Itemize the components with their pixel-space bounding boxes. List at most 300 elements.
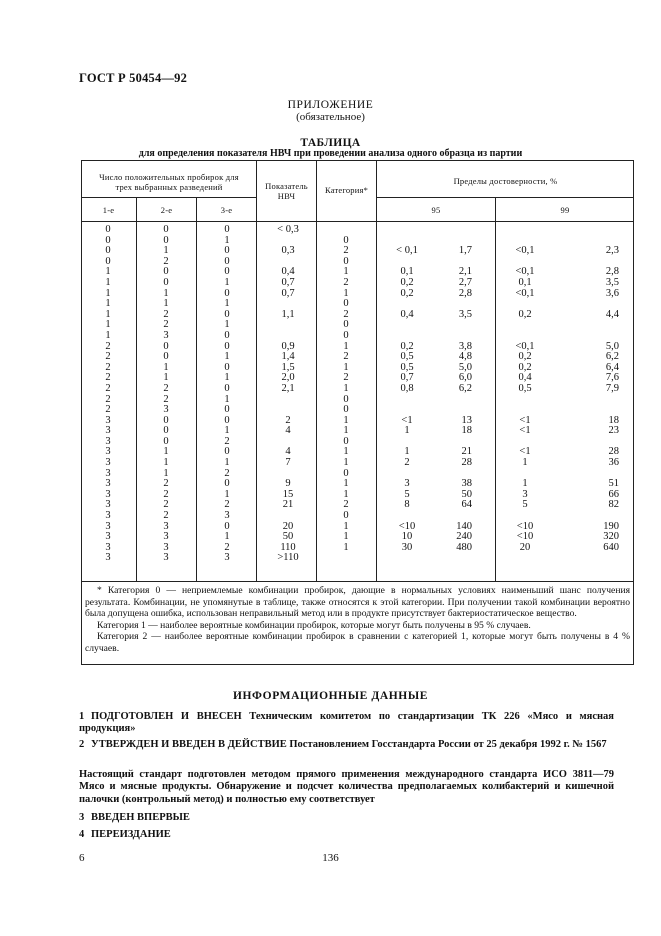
table-cell-u99: 28 — [608, 446, 619, 458]
table-cell-d3: 1 — [224, 531, 230, 543]
table-cell-d3: 0 — [224, 308, 230, 320]
table-cell-d1: 1 — [105, 276, 111, 288]
table-cell-d1: 2 — [105, 340, 111, 352]
table-cell-mpn: >110 — [277, 552, 299, 564]
table-cell-mpn: 1,1 — [281, 308, 295, 320]
table-cell-cat: 0 — [343, 510, 349, 522]
table-cell-u99: 2,8 — [605, 266, 619, 278]
table-cell-l99: 1 — [522, 478, 528, 490]
footnote-category-1: Категория 1 — наиболее вероятные комбинации пробирок, которые могут быть получены в 95 % случаев. — [97, 619, 531, 631]
table-cell-cat: 0 — [343, 329, 349, 341]
column-dilution-1 — [96, 225, 120, 564]
table-cell-l99: 0,4 — [518, 372, 532, 384]
table-cell-d1: 0 — [105, 245, 111, 257]
table-cell-u99: 4,4 — [605, 308, 619, 320]
table-cell-cat: 2 — [343, 276, 349, 288]
table-cell-d1: 3 — [105, 488, 111, 500]
table-cell-u99: 3,5 — [605, 276, 619, 288]
table-cell-l95: 2 — [404, 457, 410, 469]
table-cell-mpn: 0,9 — [281, 340, 295, 352]
table-cell-d2: 0 — [163, 340, 169, 352]
table-cell-d2: 2 — [163, 488, 169, 500]
table-cell-cat: 1 — [343, 414, 349, 426]
table-cell-d1: 2 — [105, 393, 111, 405]
table-cell-d2: 2 — [163, 319, 169, 331]
header-positive-tubes-line2: трех выбранных разведений — [115, 182, 223, 192]
table-cell-u95 — [440, 331, 472, 342]
info-item-3 — [79, 812, 614, 824]
footnote-category-0: * Категория 0 — неприемлемые комбинации пробирок, дающие в нормальных условиях наименьший шанс получения результата. Комбинации, не упомянутые в таблице, также относятся к этой категории. При получении такой комбинации вероятно была допущена ошибка, использован неправильный метод или в продукте присутствует бактериостатическое вещество. — [85, 585, 630, 619]
table-cell-u95: 21 — [461, 446, 472, 458]
table-cell-u99: 5,0 — [605, 340, 619, 352]
table-cell-l99: <1 — [519, 425, 531, 437]
table-cell-l95: <10 — [398, 520, 416, 532]
table-cell-l99: <0,1 — [515, 340, 535, 352]
table-cell-l95: 0,4 — [400, 308, 414, 320]
table-cell-d1: 1 — [105, 329, 111, 341]
table-cell-mpn — [267, 320, 309, 331]
table-cell-d3: 2 — [224, 499, 230, 511]
table-cell-d3: 0 — [224, 446, 230, 458]
table-cell-d1: 1 — [105, 308, 111, 320]
table-cell-cat: 0 — [343, 298, 349, 310]
info-item-1-text: ПОДГОТОВЛЕН И ВНЕСЕН Техническим комитетом по стандартизации ТК 226 «Мясо и мясная продукция» — [79, 711, 614, 735]
table-cell-d3: 3 — [224, 510, 230, 522]
table-cell-u99: 18 — [608, 414, 619, 426]
column-category — [334, 225, 358, 564]
table-cell-l99 — [509, 320, 541, 331]
table-cell-d1: 3 — [105, 425, 111, 437]
table-cell-l99: <0,1 — [515, 287, 535, 299]
header-dilution-2: 2-е — [160, 205, 173, 215]
table-cell-l95 — [388, 225, 426, 236]
info-item-2-number: 2 — [79, 739, 85, 750]
table-cell-l95: 0,2 — [400, 340, 414, 352]
column-dilution-2 — [154, 225, 178, 564]
table-cell-d2: 0 — [163, 224, 169, 235]
table-cell-d3: 1 — [224, 319, 230, 331]
table-cell-l99: <10 — [516, 531, 534, 543]
table-cell-l95: 0,1 — [400, 266, 414, 278]
table-cell-l95: 30 — [401, 541, 413, 553]
table-cell-u95: 64 — [461, 499, 472, 511]
info-item-2-text: УТВЕРЖДЕН И ВВЕДЕН В ДЕЙСТВИЕ Постановлением Госстандарта России от 25 декабря 1992 г. № 1567 — [91, 739, 607, 750]
table-cell-u95: 5,0 — [458, 361, 472, 373]
table-cell-d1: 0 — [105, 234, 111, 246]
table-rule-v3 — [256, 160, 257, 581]
table-cell-d3: 0 — [224, 340, 230, 352]
table-cell-d2: 1 — [163, 372, 169, 384]
table-cell-u99 — [584, 395, 619, 406]
table-cell-l99: 20 — [519, 541, 531, 553]
column-dilution-3 — [215, 225, 239, 564]
table-cell-mpn: 4 — [285, 446, 291, 458]
table-cell-cat: 0 — [343, 319, 349, 331]
table-cell-d3: 1 — [224, 276, 230, 288]
table-cell-cat: 1 — [343, 382, 349, 394]
table-cell-l95: 0,2 — [400, 276, 414, 288]
table-cell-l99 — [509, 553, 541, 564]
standard-note-text: Настоящий стандарт подготовлен методом прямого применения международного стандарта ИСО 3811—79 Мясо и мясные продукты. Обнаружение и подсчет количества предполагаемых колибактерий и кишечной палочки (контрольный метод) и полностью ему соответствует — [79, 769, 614, 805]
table-cell-u99: 7,9 — [605, 382, 619, 394]
table-cell-u95: 2,8 — [458, 287, 472, 299]
table-cell-u99: 36 — [608, 457, 619, 469]
table-cell-d2: 3 — [163, 531, 169, 543]
table-cell-l99: 0,2 — [518, 351, 532, 363]
table-cell-d3: 0 — [224, 361, 230, 373]
header-mpn-line1: Показатель — [265, 181, 308, 191]
table-subtitle: для определения показателя НВЧ при проведении анализа одного образца из партии — [138, 148, 523, 159]
table-cell-u95: 2,7 — [458, 276, 472, 288]
header-dilution-1: 1-е — [102, 205, 115, 215]
table-cell-d3: 1 — [224, 372, 230, 384]
table-cell-d3: 1 — [224, 457, 230, 469]
table-cell-u95 — [440, 225, 472, 236]
column-lower-99 — [509, 225, 541, 564]
table-cell-d3: 2 — [224, 541, 230, 553]
header-confidence: Пределы достоверности, % — [453, 176, 558, 186]
table-cell-d2: 1 — [163, 298, 169, 310]
table-cell-d3: 0 — [224, 245, 230, 257]
table-rule-h2 — [376, 197, 634, 198]
table-cell-d2: 2 — [163, 478, 169, 490]
table-cell-l95: 3 — [404, 478, 410, 490]
table-cell-cat: 0 — [343, 467, 349, 479]
table-cell-d3: 1 — [224, 488, 230, 500]
table-cell-u95: 1,7 — [458, 245, 472, 257]
table-cell-cat: 1 — [343, 287, 349, 299]
table-title: ТАБЛИЦА — [300, 137, 361, 149]
table-cell-mpn — [267, 395, 309, 406]
table-cell-mpn: 2 — [285, 414, 291, 426]
header-positive-tubes — [84, 172, 254, 192]
table-cell-l99: 0,2 — [518, 308, 532, 320]
table-cell-d3: 1 — [224, 298, 230, 310]
table-cell-l95: 0,8 — [400, 382, 414, 394]
table-cell-cat: 0 — [343, 404, 349, 416]
table-rule-v5 — [376, 160, 377, 581]
header-confidence-95: 95 — [431, 205, 441, 215]
table-cell-cat: 1 — [343, 266, 349, 278]
table-cell-u95: 4,8 — [458, 351, 472, 363]
table-cell-d2: 3 — [163, 329, 169, 341]
appendix-title: ПРИЛОЖЕНИЕ — [287, 99, 374, 111]
page-number-left: 6 — [79, 852, 85, 864]
table-cell-d3: 0 — [224, 266, 230, 278]
table-rule-v2 — [196, 197, 197, 581]
table-cell-u99: 3,6 — [605, 287, 619, 299]
table-cell-u95: 18 — [461, 425, 472, 437]
table-cell-d2: 2 — [163, 510, 169, 522]
table-cell-d3: 0 — [224, 287, 230, 299]
table-rule-v4 — [316, 160, 317, 581]
table-cell-u99: 23 — [608, 425, 619, 437]
table-rule-h1 — [81, 197, 256, 198]
table-cell-cat: 1 — [343, 531, 349, 543]
table-cell-l95: 5 — [404, 488, 410, 500]
table-cell-cat — [334, 225, 358, 236]
table-cell-d3: 0 — [224, 224, 230, 235]
table-cell-d3: 3 — [224, 552, 230, 564]
table-cell-mpn: 9 — [285, 478, 291, 490]
info-item-4 — [79, 829, 614, 841]
table-cell-d1: 3 — [105, 552, 111, 564]
table-cell-d2: 0 — [163, 414, 169, 426]
table-cell-u99: 51 — [608, 478, 619, 490]
table-cell-cat: 2 — [343, 351, 349, 363]
column-lower-95 — [388, 225, 426, 564]
table-cell-u99 — [584, 225, 619, 236]
header-mpn-line2: НВЧ — [277, 191, 296, 201]
table-cell-l99 — [509, 331, 541, 342]
table-cell-d2: 2 — [163, 308, 169, 320]
table-cell-l95: 0,5 — [400, 361, 414, 373]
table-cell-mpn: 1,4 — [281, 351, 295, 363]
table-cell-l99: <0,1 — [515, 266, 535, 278]
table-cell-cat: 2 — [343, 245, 349, 257]
table-cell-l99: 3 — [522, 488, 528, 500]
table-cell-u95: 2,1 — [458, 266, 472, 278]
table-cell-l95: 10 — [401, 531, 413, 543]
table-cell-u99 — [584, 553, 619, 564]
table-cell-mpn: < 0,3 — [277, 224, 299, 235]
table-cell-d2: 3 — [163, 552, 169, 564]
table-cell-d3: 0 — [224, 404, 230, 416]
table-cell-u99 — [584, 320, 619, 331]
table-cell-d1: 1 — [105, 287, 111, 299]
table-cell-l95: 8 — [404, 499, 410, 511]
table-cell-l99: 1 — [522, 457, 528, 469]
table-cell-cat: 1 — [343, 340, 349, 352]
header-category: Категория* — [324, 185, 369, 195]
table-cell-d1: 2 — [105, 351, 111, 363]
table-cell-d1: 1 — [105, 319, 111, 331]
column-upper-99 — [584, 225, 619, 564]
table-cell-l99 — [509, 225, 541, 236]
table-cell-d3: 1 — [224, 351, 230, 363]
table-cell-u95: 28 — [461, 457, 472, 469]
table-cell-l99: <1 — [519, 446, 531, 458]
table-cell-u95: 3,5 — [458, 308, 472, 320]
table-cell-d2: 2 — [163, 393, 169, 405]
table-cell-l95: 1 — [404, 425, 410, 437]
table-cell-l95 — [388, 553, 426, 564]
table-cell-mpn: 7 — [285, 457, 291, 469]
table-cell-u95 — [440, 395, 472, 406]
table-cell-l95: 1 — [404, 446, 410, 458]
table-cell-cat: 1 — [343, 541, 349, 553]
info-item-4-text: ПЕРЕИЗДАНИЕ — [91, 829, 171, 840]
table-cell-d1: 1 — [105, 298, 111, 310]
info-item-2 — [79, 739, 614, 751]
table-rule-h3 — [81, 221, 634, 222]
table-cell-mpn: 15 — [282, 488, 294, 500]
table-cell-u95: 3,8 — [458, 340, 472, 352]
standard-note — [79, 769, 614, 806]
header-mpn — [257, 181, 316, 201]
table-cell-l95 — [388, 395, 426, 406]
footnote-category-2: Категория 2 — наиболее вероятные комбинации пробирок в сравнении с категорией 1, которые могут быть получены в 4 % случаев. — [85, 631, 630, 654]
table-cell-u95: 6,0 — [458, 372, 472, 384]
table-cell-u95: 13 — [461, 414, 472, 426]
table-cell-d1: 3 — [105, 414, 111, 426]
table-cell-u95: 240 — [456, 531, 472, 543]
table-cell-l95: 0,7 — [400, 372, 414, 384]
table-cell-mpn: 0,3 — [281, 245, 295, 257]
table-cell-d1: 3 — [105, 541, 111, 553]
table-cell-d1: 2 — [105, 361, 111, 373]
table-cell-l95: 0,5 — [400, 351, 414, 363]
table-cell-d1: 3 — [105, 435, 111, 447]
table-cell-d3: 1 — [224, 425, 230, 437]
table-cell-u95: 50 — [461, 488, 472, 500]
table-cell-mpn: 0,7 — [281, 287, 295, 299]
table-cell-d2: 0 — [163, 234, 169, 246]
info-item-4-number: 4 — [79, 829, 85, 840]
table-cell-d2: 1 — [163, 245, 169, 257]
table-cell-d1: 3 — [105, 457, 111, 469]
table-cell-d1: 3 — [105, 446, 111, 458]
table-cell-d2: 2 — [163, 382, 169, 394]
column-mpn — [267, 225, 309, 564]
table-cell-cat: 0 — [343, 435, 349, 447]
info-title: ИНФОРМАЦИОННЫЕ ДАННЫЕ — [232, 690, 429, 702]
table-cell-u95 — [440, 320, 472, 331]
table-cell-u99: 320 — [603, 531, 619, 543]
table-cell-d1: 3 — [105, 510, 111, 522]
table-cell-u99 — [584, 331, 619, 342]
table-cell-mpn: 2,1 — [281, 382, 295, 394]
table-cell-d2: 1 — [163, 287, 169, 299]
table-cell-d1: 3 — [105, 478, 111, 490]
table-cell-d3: 0 — [224, 478, 230, 490]
table-cell-cat: 0 — [343, 234, 349, 246]
table-cell-u99: 640 — [603, 541, 619, 553]
table-cell-l95: <1 — [401, 414, 413, 426]
table-cell-l99: 5 — [522, 499, 528, 511]
table-cell-u95: 6,2 — [458, 382, 472, 394]
table-cell-d1: 3 — [105, 520, 111, 532]
table-cell-mpn: 0,4 — [281, 266, 295, 278]
table-cell-u95 — [440, 553, 472, 564]
table-cell-l99: <1 — [519, 414, 531, 426]
table-cell-cat: 2 — [343, 308, 349, 320]
table-cell-mpn: 4 — [285, 425, 291, 437]
table-cell-mpn — [267, 331, 309, 342]
table-cell-d2: 0 — [163, 425, 169, 437]
table-cell-mpn: 20 — [282, 520, 294, 532]
table-cell-u99: 66 — [608, 488, 619, 500]
table-cell-cat: 1 — [343, 361, 349, 373]
table-rule-v6 — [495, 197, 496, 581]
page-number-center: 136 — [322, 852, 339, 864]
table-cell-cat: 1 — [343, 457, 349, 469]
table-cell-d1: 3 — [105, 499, 111, 511]
table-cell-cat: 1 — [343, 446, 349, 458]
table-cell-d2: 2 — [163, 255, 169, 267]
table-cell-u95: 480 — [456, 541, 472, 553]
table-cell-d2: 0 — [163, 266, 169, 278]
table-cell-d2: 3 — [163, 520, 169, 532]
table-cell-d3: 1 — [224, 234, 230, 246]
table-cell-mpn: 2,0 — [281, 372, 295, 384]
table-cell-mpn: 21 — [282, 499, 294, 511]
table-cell-d3: 2 — [224, 467, 230, 479]
table-cell-d3: 0 — [224, 329, 230, 341]
table-cell-cat — [334, 553, 358, 564]
table-cell-d3: 0 — [224, 255, 230, 267]
table-cell-u99: 82 — [608, 499, 619, 511]
table-rule-v1 — [136, 197, 137, 581]
table-cell-cat: 1 — [343, 488, 349, 500]
column-upper-95 — [440, 225, 472, 564]
table-cell-cat: 0 — [343, 255, 349, 267]
table-cell-u99: 6,2 — [605, 351, 619, 363]
table-cell-d1: 0 — [105, 255, 111, 267]
table-cell-d2: 1 — [163, 361, 169, 373]
appendix-subtitle: (обязательное) — [296, 111, 365, 123]
table-cell-d3: 0 — [224, 382, 230, 394]
table-cell-d1: 3 — [105, 531, 111, 543]
header-confidence-99: 99 — [560, 205, 570, 215]
table-cell-mpn: 110 — [280, 541, 296, 553]
table-cell-l95 — [388, 320, 426, 331]
table-cell-l95 — [388, 331, 426, 342]
info-item-1 — [79, 711, 614, 736]
table-cell-d2: 3 — [163, 404, 169, 416]
table-cell-mpn: 0,7 — [281, 276, 295, 288]
table-cell-l95: 0,2 — [400, 287, 414, 299]
document-code: ГОСТ Р 50454—92 — [79, 71, 188, 85]
table-cell-d2: 1 — [163, 446, 169, 458]
table-cell-d2: 2 — [163, 499, 169, 511]
table-cell-d2: 3 — [163, 541, 169, 553]
table-cell-l99: 0,1 — [518, 276, 532, 288]
table-cell-d1: 0 — [105, 224, 111, 235]
table-cell-d3: 0 — [224, 520, 230, 532]
table-cell-mpn: 50 — [282, 531, 294, 543]
table-cell-mpn: 1,5 — [281, 361, 295, 373]
table-cell-d1: 2 — [105, 372, 111, 384]
table-cell-d2: 0 — [163, 351, 169, 363]
table-cell-d1: 2 — [105, 404, 111, 416]
info-item-3-number: 3 — [79, 812, 85, 823]
table-cell-u99: 2,3 — [605, 245, 619, 257]
table-cell-cat: 1 — [343, 425, 349, 437]
header-dilution-3: 3-е — [220, 205, 233, 215]
table-footnote — [85, 585, 630, 654]
table-cell-d1: 1 — [105, 266, 111, 278]
table-cell-l99: 0,5 — [518, 382, 532, 394]
table-cell-u99: 7,6 — [605, 372, 619, 384]
table-cell-cat: 2 — [343, 372, 349, 384]
table-cell-u99: 6,4 — [605, 361, 619, 373]
table-cell-cat: 1 — [343, 520, 349, 532]
info-item-3-text: ВВЕДЕН ВПЕРВЫЕ — [91, 812, 190, 823]
table-rule-h4 — [81, 581, 634, 582]
table-cell-d2: 0 — [163, 276, 169, 288]
table-cell-cat: 1 — [343, 478, 349, 490]
table-cell-d2: 0 — [163, 435, 169, 447]
table-cell-d3: 0 — [224, 414, 230, 426]
table-cell-d1: 2 — [105, 382, 111, 394]
table-cell-u95: 38 — [461, 478, 472, 490]
table-cell-d1: 3 — [105, 467, 111, 479]
table-cell-cat: 0 — [343, 393, 349, 405]
table-cell-u95: 140 — [456, 520, 472, 532]
table-cell-l95: < 0,1 — [396, 245, 418, 257]
table-cell-d3: 2 — [224, 435, 230, 447]
